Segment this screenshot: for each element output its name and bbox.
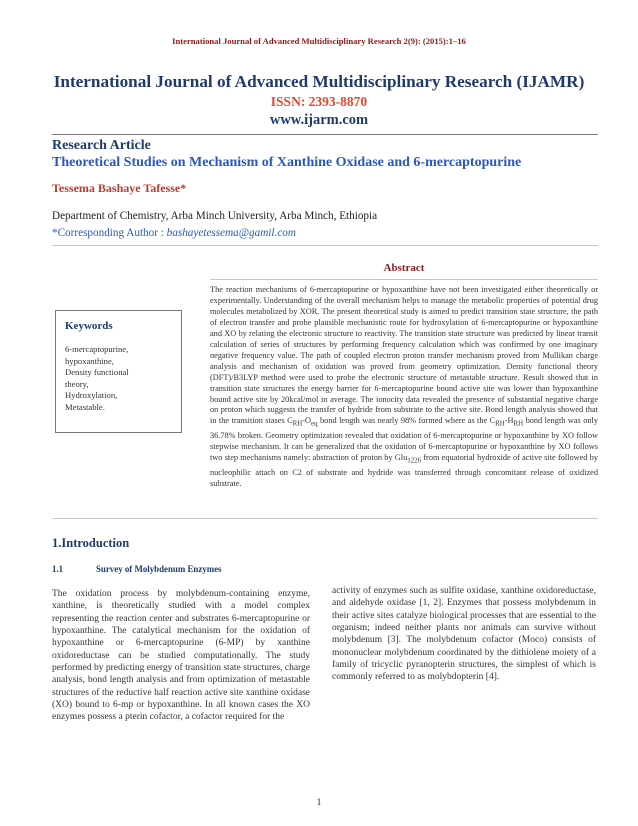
abstract-bottom-divider — [52, 518, 598, 519]
section-heading: 1.Introduction — [52, 536, 130, 550]
corresponding-author — [52, 227, 296, 239]
header-divider — [52, 134, 598, 135]
journal-title: International Journal of Advanced Multidisciplinary Research (IJAMR) — [53, 72, 585, 91]
keywords-title: Keywords — [65, 320, 113, 332]
author-affiliation: Department of Chemistry, Arba Minch University, Arba Minch, Ethiopia — [52, 210, 378, 222]
body-column-right: activity of enzymes such as sulfite oxidase, xanthine oxidoreductase, and aldehyde oxidase [1, 2]. Enzymes that possess molybdenum in their active sites catalyze biological processes that are essential to the organism; indeed neither plants nor animals can survive without molybdenum [3]. The molybdenum cofactor (Moco) consists of mononuclear molybdenum coordinated by the dithiolene moiety of a family of tricyclic pyranopterin structures, the simplest of which is commonly referred to as molybdopterin [4]. — [332, 586, 596, 683]
keyword-item: Density functional — [65, 367, 129, 377]
abstract-text: The reaction mechanisms of 6-mercaptopurine or hypoxanthine have not been investigated either theoretically or experimentally. Understanding of the overall mechanism helps to manage the metabolic properties of potential drug molecules metabolized by XOR. The present theoretical study is aimed to predict transition state structure, the path of electron transfer and probe plausible mechanistic route for hydroxylation of 6-mercaptopurine or hypoxanthine and XO by relating the electronic structure to reactivity. The transition state structure was predicted by linear transit calculation of series of structures by performing frequency calculation which was confirmed by one imaginary negative frequency value. The path of coupled electron proton transfer mechanism proved from Mullikan charge analysis and mechanism of oxidation was proved from geometry optimization. Density functional theory (DFT)/B3LYP method were used to probe the electronic structure of metastable structure. Result showed that in transition state structures the energy barrier for 6-mercaptopurine bound active site was lower than hypoxanthine bound active site by 20kcal/mol in average. The ionocity data revealed the presence of substantial negative charge on proton which suggests the transfer of hydride from substrate to the active site. Bond length analysis showed that in the transition stases $C_{RH}-O_{eq}$ bond length was nearly 98% formed where as the $C_{RH}-H_{RH}$ bond length was only 36.78% broken. Geometry optimization revealed that oxidation of 6-mercaptopurine or hypoxanthine by XO follow stepwise mechanism. It can be generalized that the oxidation of 6-mercaptopurine or hypoxanthine by XO follows two step mechanisms namely: abstraction of proton by Glu$_{1226}$ from equatorial hydroxide of active site followed by nucleophilic attach on C2 of substrate and hydride was transferred through concomitant release of oxidized substrate. — [210, 285, 598, 488]
article-title: Theoretical Studies on Mechanism of Xanthine Oxidase and 6-mercaptopurine — [52, 155, 522, 170]
abstract-top-divider — [210, 279, 598, 280]
keyword-item: theory, — [65, 378, 89, 389]
keyword-item: Metastable. — [65, 401, 105, 412]
journal-website-link[interactable]: www.ijarm.com — [269, 112, 369, 128]
subsection-heading — [52, 564, 222, 574]
keywords-list — [65, 344, 172, 413]
page-number: 1 — [316, 798, 322, 808]
author-name: Tessema Bashaye Tafesse* — [52, 181, 187, 195]
article-type: Research Article — [52, 138, 151, 153]
keywords-box — [55, 310, 182, 433]
keyword-item: 6-mercaptopurine, — [65, 344, 129, 354]
issn-label: ISSN: 2393-8870 — [270, 94, 368, 109]
keyword-item: hypoxanthine, — [65, 355, 114, 366]
body-column-left: The oxidation process by molybdenum-containing enzyme, xanthine, is theoretically studied with a model complex representing the reaction center and substrates 6-mercaptopurine or hypoxanthine. The catalytical mechanism for the oxidation of hypoxanthine or 6-mercaptopurine (6-MP) by xanthine oxidoreductase can be studied computationally. The study performed by predicting energy of transition state structures, charge analysis, bond length analysis and from optimization of metastable structures of the reductive half reaction active site xanthine oxidase (XO) bound to 6-mp or hypoxanthine. In all known cases the XO enzymes possess a pterin cofactor, a cofactor required for the — [52, 589, 310, 723]
running-header: International Journal of Advanced Multidisciplinary Research 2(9): (2015):1–16 — [172, 36, 466, 46]
corresponding-label: *Corresponding Author : — [52, 227, 167, 239]
abstract-heading: Abstract — [383, 262, 425, 274]
keyword-item: Hydroxylation, — [65, 390, 118, 400]
subsection-title: Survey of Molybdenum Enzymes — [96, 564, 222, 574]
subsection-number: 1.1 — [52, 564, 64, 574]
corresponding-email-link[interactable]: bashayetessema@gamil.com — [166, 227, 296, 239]
affiliation-divider — [52, 245, 598, 246]
